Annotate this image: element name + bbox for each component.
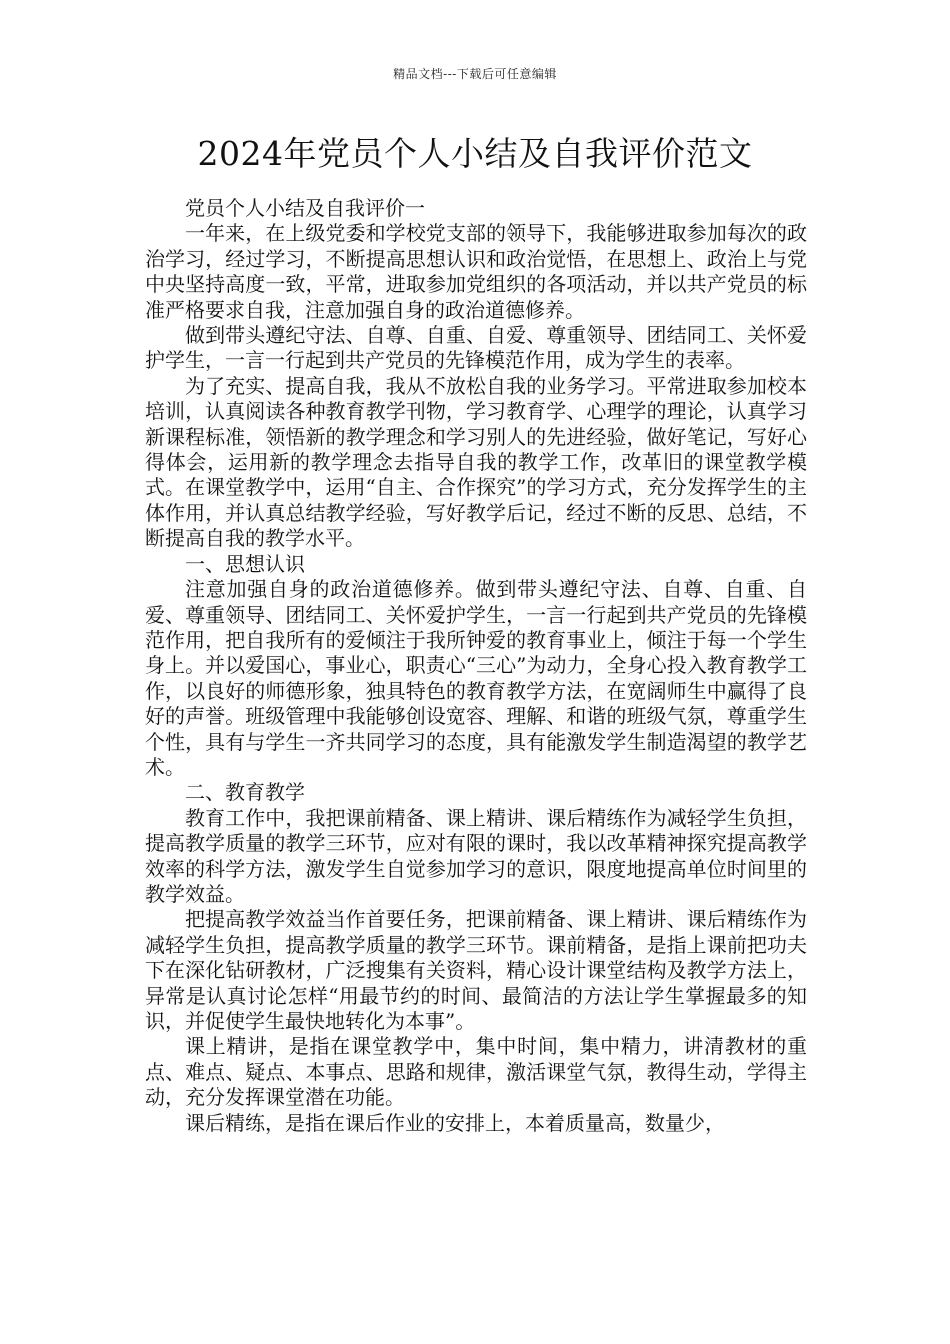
body-paragraph: 课上精讲，是指在课堂教学中，集中时间，集中精力，讲清教材的重点、难点、疑点、本事点、思路和规律，激活课堂气氛，教得生动，学得主动，充分发挥课堂潜在功能。 [145, 1034, 807, 1110]
page-header-note: 精品文档---下载后可任意编辑 [393, 67, 557, 81]
document-body [145, 196, 807, 1136]
body-paragraph: 一年来，在上级党委和学校党支部的领导下，我能够进取参加每次的政治学习，经过学习，不断提高思想认识和政治觉悟，在思想上、政治上与党中央坚持高度一致，平常，进取参加党组织的各项活动，并以共产党员的标准严格要求自我，注意加强自身的政治道德修养。 [145, 221, 807, 322]
body-paragraph: 为了充实、提高自我，我从不放松自我的业务学习。平常进取参加校本培训，认真阅读各种教育教学刊物，学习教育学、心理学的理论，认真学习新课程标准，领悟新的教学理念和学习别人的先进经验，做好笔记，写好心得体会，运用新的教学理念去指导自我的教学工作，改革旧的课堂教学模式。在课堂教学中，运用“自主、合作探究”的学习方式，充分发挥学生的主体作用，并认真总结教学经验，写好教学后记，经过不断的反思、总结，不断提高自我的教学水平。 [145, 373, 807, 551]
body-paragraph: 注意加强自身的政治道德修养。做到带头遵纪守法、自尊、自重、自爱、尊重领导、团结同工、关怀爱护学生，一言一行起到共产党员的先锋模范作用，把自我所有的爱倾注于我所钟爱的教育事业上，倾注于每一个学生身上。并以爱国心，事业心，职责心“三心”为动力，全身心投入教育教学工作，以良好的师德形象，独具特色的教育教学方法，在宽阔师生中赢得了良好的声誉。班级管理中我能够创设宽容、理解、和谐的班级气氛，尊重学生个性，具有与学生一齐共同学习的态度，具有能激发学生制造渴望的教学艺术。 [145, 577, 807, 779]
body-paragraph: 做到带头遵纪守法、自尊、自重、自爱、尊重领导、团结同工、关怀爱护学生，一言一行起到共产党员的先锋模范作用，成为学生的表率。 [145, 323, 807, 373]
section-heading-teaching: 二、教育教学 [185, 780, 305, 805]
body-paragraph: 教育工作中，我把课前精备、课上精讲、课后精练作为减轻学生负担，提高教学质量的教学三环节，应对有限的课时，我以改革精神探究提高教学效率的科学方法，激发学生自觉参加学习的意识，限度地提高单位时间里的教学效益。 [145, 805, 807, 906]
document-title: 2024年党员个人小结及自我评价范文 [197, 134, 753, 173]
section-heading-part-one: 党员个人小结及自我评价一 [185, 196, 425, 220]
body-paragraph: 课后精练，是指在课后作业的安排上，本着质量高，数量少， [185, 1110, 725, 1135]
section-heading-ideology: 一、思想认识 [185, 551, 305, 576]
body-paragraph: 把提高教学效益当作首要任务，把课前精备、课上精讲、课后精练作为减轻学生负担，提高教学质量的教学三环节。课前精备，是指上课前把功夫下在深化钻研教材，广泛搜集有关资料，精心设计课堂结构及教学方法上，异常是认真讨论怎样“用最节约的时间、最简洁的方法让学生掌握最多的知识，并促使学生最快地转化为本事”。 [145, 907, 807, 1033]
